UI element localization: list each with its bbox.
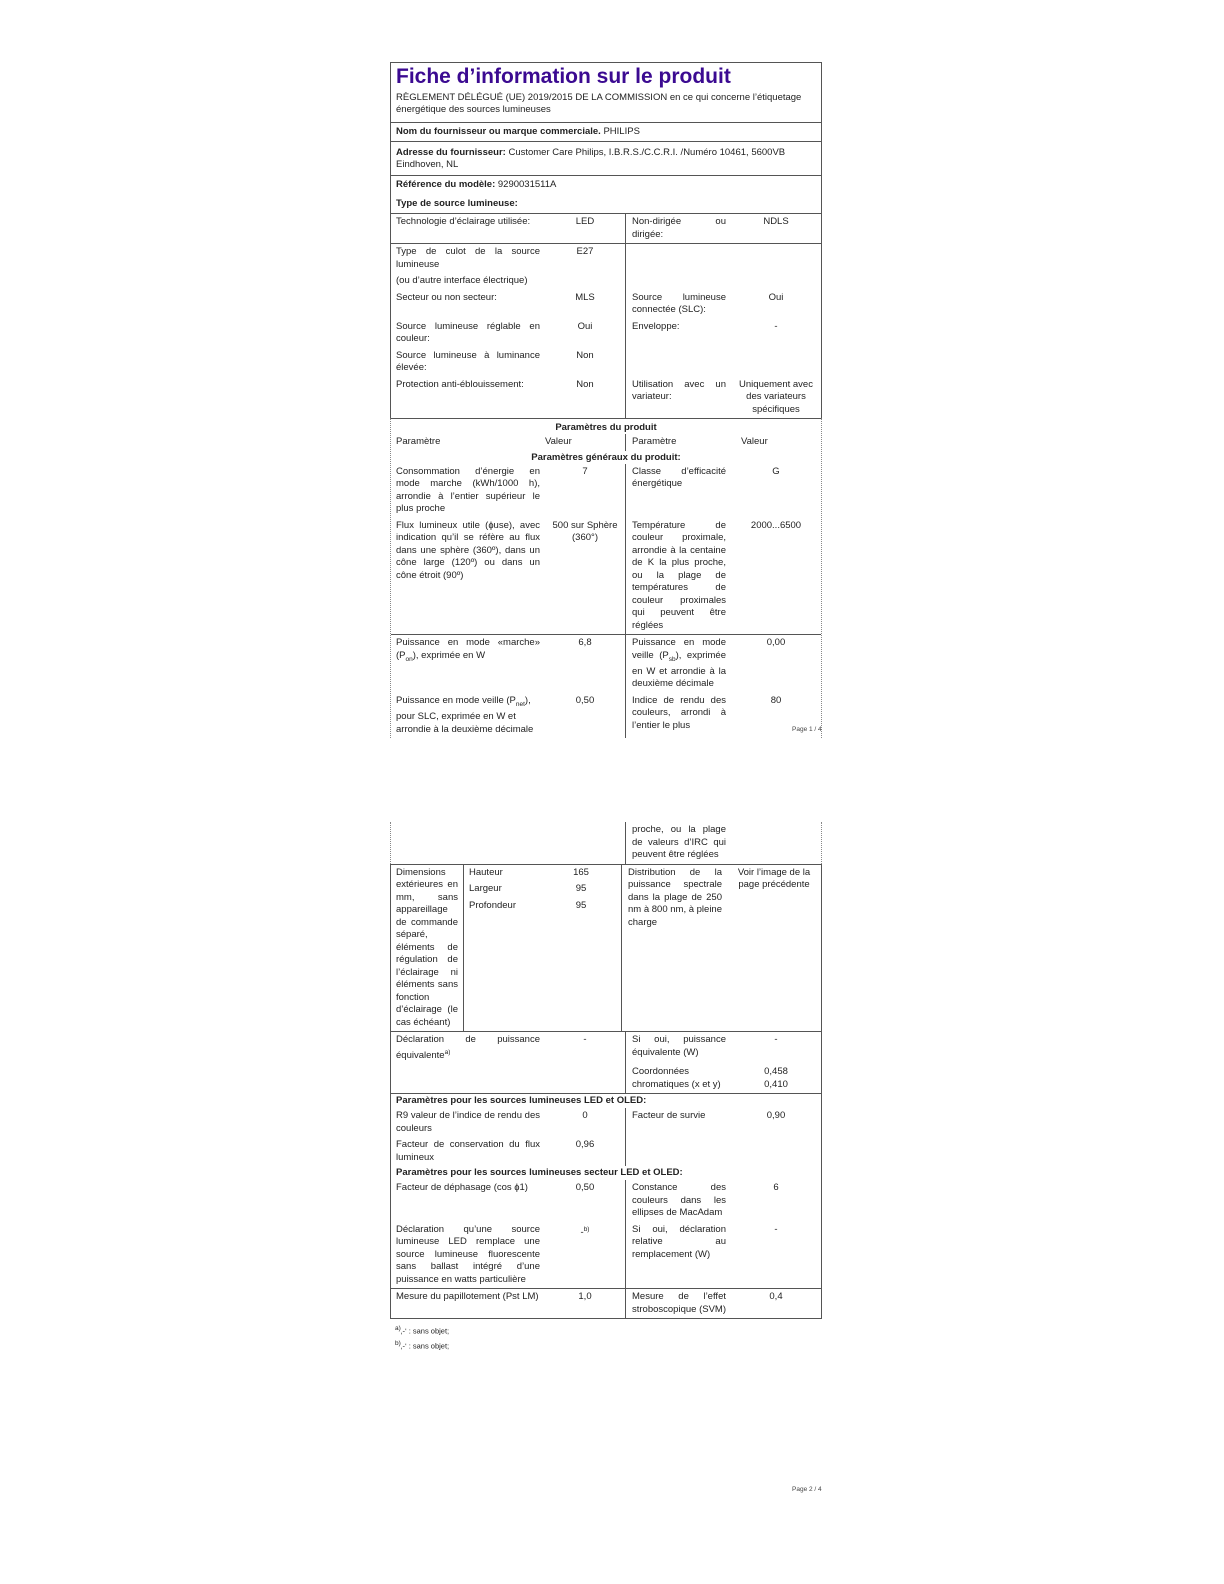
model-block (390, 175, 822, 213)
row-value: - (583, 1034, 587, 1045)
row-param: Secteur ou non secteur: (396, 291, 497, 303)
pnet-label-end: ), pour SLC, exprimée en W et arrondie à la deuxième décimale (396, 694, 534, 735)
continued-table (390, 822, 822, 864)
footnote-a (390, 1323, 822, 1338)
row-param-2 (625, 635, 731, 693)
dim-depth-label: Profondeur (469, 899, 517, 911)
chroma-values (731, 1064, 821, 1093)
row-param-2: proche, ou la plage de valeurs d’IRC qui peuvent être réglées (625, 822, 731, 864)
row-param: (ou d’autre interface électrique) (396, 275, 528, 286)
row-value-2: - (774, 1034, 778, 1045)
row-param-2 (625, 273, 731, 290)
table-row (391, 1064, 821, 1093)
column-headers (391, 434, 821, 451)
footnote-b (390, 1338, 822, 1353)
row-param-2 (625, 348, 731, 377)
fn-b-text: ‚-‘ : sans objet; (400, 1341, 450, 1351)
empty-cell (545, 1064, 625, 1093)
table-row (391, 1108, 821, 1137)
address-block (390, 141, 822, 175)
row-param-2: Constance des couleurs dans les ellipses de MacAdam (625, 1180, 731, 1222)
dim-values (541, 865, 621, 1032)
empty-cell (731, 1137, 821, 1166)
product-params-heading: Paramètres du produit (555, 422, 657, 433)
col-param-header: Paramètre (396, 436, 441, 447)
psb-label: Puissance en mode veille (P (632, 637, 726, 661)
dim-depth-value: 95 (575, 899, 587, 911)
row-param: R9 valeur de l’indice de rendu des couleurs (396, 1110, 540, 1134)
psb-sub: sb (668, 655, 676, 663)
row-param-2: Si oui, puissance équivalente (W) (625, 1032, 731, 1064)
row-value: 0,50 (575, 694, 595, 706)
row-value-2: - (774, 320, 778, 332)
row-value: E27 (576, 246, 594, 257)
table-row (391, 635, 821, 693)
row-param: Facteur de conservation du flux lumineux (396, 1139, 540, 1163)
row-value-2: G (772, 465, 780, 477)
row-value: Non (576, 349, 594, 361)
row-value: 0 (582, 1110, 588, 1122)
psb-label-end: ), exprimée en W et arrondie à la deuxième décimale (632, 649, 726, 690)
footnotes (390, 1319, 822, 1352)
row-param: Source lumineuse à luminance élevée: (396, 349, 540, 373)
table-row (391, 1222, 821, 1289)
supplier-block (390, 122, 822, 141)
table-row (391, 214, 821, 243)
empty-cell (545, 822, 625, 864)
row-value: Non (576, 378, 594, 390)
table-row (391, 518, 821, 636)
mains-params-heading: Paramètres pour les sources lumineuses secteur LED et OLED: (396, 1167, 683, 1179)
row-param-2 (625, 244, 731, 273)
table-row (391, 348, 821, 377)
led-params-heading: Paramètres pour les sources lumineuses LED et OLED: (391, 1093, 821, 1108)
type-table (390, 213, 822, 418)
row-param: Type de culot de la source lumineuse (396, 246, 540, 270)
repl-sup: b) (583, 1225, 590, 1233)
row-param-2: Utilisation avec un variateur: (625, 377, 731, 419)
page-number: Page 1 / 4 (792, 726, 822, 733)
row-param-2: Facteur de survie (625, 1108, 731, 1137)
dimensions-label: Dimensions extérieures en mm, sans appareillage de commande séparé, éléments de régulation de l’éclairage ni éléments sans fonction d’éclairage (le cas échéant) (391, 865, 464, 1032)
row-param: Flux lumineux utile (ɸuse), avec indication qu’il se réfère au flux dans une sphère (360º), dans un cône large (120º) ou dans un cône étroit (90º) (396, 519, 540, 581)
fn-a-sup: a) (395, 1325, 401, 1333)
row-param: Déclaration qu’une source lumineuse LED remplace une source lumineuse fluorescente sans ballast intégré d’une puissance en watts particulière (396, 1223, 540, 1285)
row-value: 7 (582, 465, 588, 477)
row-param-2: Non-dirigée ou dirigée: (625, 214, 731, 243)
row-param-2: Source lumineuse connectée (SLC): (625, 290, 731, 319)
row-param (391, 1032, 545, 1064)
page-number: Page 2 / 4 (792, 1486, 822, 1493)
regulation-subtitle: RÈGLEMENT DÉLÉGUÉ (UE) 2019/2015 DE LA COMMISSION en ce qui concerne l’étiquetage énergétique des sources lumineuses (396, 92, 802, 115)
row-value-2: 0,4 (769, 1291, 783, 1303)
chroma-label: Coordonnées chromatiques (x et y) (625, 1064, 731, 1093)
table-row (391, 464, 821, 518)
row-param (391, 693, 545, 738)
table-row (391, 1288, 821, 1319)
col-value-header-2: Valeur (741, 436, 768, 447)
row-value: 6,8 (578, 637, 592, 648)
row-param: Mesure du papillotement (Pst LM) (396, 1291, 539, 1303)
row-param-2: Classe d’efficacité énergétique (625, 464, 731, 518)
row-param (391, 635, 545, 693)
empty-cell (625, 1137, 731, 1166)
row-value-2 (731, 348, 821, 377)
row-value (545, 1222, 625, 1289)
row-param: Protection anti-éblouissement: (396, 378, 524, 390)
row-param: Facteur de déphasage (cos ɸ1) (396, 1182, 528, 1194)
row-param: Consommation d’énergie en mode marche (kWh/1000 h), arrondie à l’entier supérieur le plus proche (396, 465, 540, 514)
row-value-2: NDLS (763, 216, 789, 227)
row-value: 0,96 (575, 1139, 595, 1151)
fn-a-text: ‚-‘ : sans objet; (400, 1326, 450, 1336)
row-value-2 (731, 244, 821, 273)
row-value: Oui (577, 320, 593, 332)
table-row (391, 243, 821, 273)
row-value-2: 80 (770, 694, 782, 706)
row-param: Technologie d’éclairage utilisée: (396, 216, 531, 227)
light-source-type-heading: Type de source lumineuse: (396, 198, 518, 209)
supplier-value: PHILIPS (603, 126, 640, 137)
fn-b-sup: b) (395, 1339, 401, 1347)
page-title: Fiche d’information sur le produit (396, 65, 731, 88)
row-value-2: 0,00 (766, 637, 786, 648)
table-row (391, 273, 821, 290)
col-param-header-2: Paramètre (625, 434, 731, 451)
row-param-2: Enveloppe: (625, 319, 731, 348)
row-param: Source lumineuse réglable en couleur: (396, 320, 540, 344)
table-row (391, 290, 821, 319)
table-row (391, 693, 821, 738)
table-row (391, 1180, 821, 1222)
row-value: 0,50 (575, 1182, 595, 1194)
address-value: Customer Care Philips, I.B.R.S./C.C.R.I. /Numéro 10461, 5600VB Eindhoven, NL (396, 147, 786, 170)
row-value-2: 2000...6500 (750, 519, 802, 531)
empty-cell (731, 822, 821, 864)
row-value-2: Uniquement avec des variateurs spécifiques (739, 378, 813, 415)
equiv-sup: a) (444, 1048, 451, 1056)
row-value-2: 0,90 (766, 1110, 786, 1122)
dimensions-table (390, 864, 822, 1320)
pon-label: Puissance en mode «marche» (P (396, 637, 540, 661)
table-row (391, 377, 821, 419)
row-value-2 (731, 273, 821, 290)
pnet-label: Puissance en mode veille (P (396, 694, 516, 706)
row-value: MLS (575, 291, 595, 303)
row-param-2: Mesure de l’effet stroboscopique (SVM) (625, 1289, 731, 1318)
dim-width-value: 95 (575, 883, 587, 894)
row-param-2: Température de couleur proximale, arrondie à la centaine de K la plus proche, ou la plage de températures de couleur proximales qui peuvent être réglées (625, 518, 731, 635)
spd-value: Voir l’image de la page précédente (737, 866, 811, 890)
row-param-2: Si oui, déclaration relative au remplacement (W) (625, 1222, 731, 1289)
general-params-heading: Paramètres généraux du produit: (531, 451, 681, 463)
row-value-2: Oui (768, 291, 784, 303)
dim-width-label: Largeur (469, 883, 502, 894)
table-row (391, 319, 821, 348)
product-params-block (390, 418, 822, 738)
empty-cell (391, 1064, 545, 1093)
repl-value: - (580, 1226, 584, 1238)
row-value: 1,0 (578, 1291, 592, 1303)
pnet-sub: net (515, 700, 525, 708)
dim-names (464, 865, 541, 1032)
row-value (545, 273, 625, 290)
pon-sub: on (405, 655, 413, 663)
table-row (391, 1137, 821, 1166)
col-value-header: Valeur (545, 436, 572, 447)
row-value: LED (575, 216, 595, 227)
table-row (391, 1031, 821, 1064)
supplier-label: Nom du fournisseur ou marque commerciale. (396, 126, 601, 137)
table-row (391, 822, 821, 864)
page-2 (390, 822, 822, 1352)
model-label: Référence du modèle: (396, 179, 496, 190)
table-row (391, 865, 821, 1032)
row-value-2: - (774, 1223, 778, 1235)
equiv-label: Déclaration de puissance équivalente (396, 1034, 540, 1061)
chroma-x: 0,458 (764, 1066, 788, 1078)
model-value: 9290031511A (497, 179, 557, 190)
row-value-2: 6 (773, 1182, 779, 1194)
header-block (390, 62, 822, 122)
pon-label-end: ), exprimée en W (412, 649, 486, 661)
row-value: 500 sur Sphère (360°) (552, 519, 618, 543)
dim-height-value: 165 (573, 866, 589, 878)
spd-label: Distribution de la puissance spectrale dans la plage de 250 nm à 800 nm, à pleine charge (621, 865, 727, 1032)
chroma-y: 0,410 (764, 1078, 788, 1090)
page-1 (390, 62, 822, 738)
dim-height-label: Hauteur (469, 866, 503, 878)
row-param-2: Indice de rendu des couleurs, arrondi à l’entier le plus (625, 693, 731, 738)
address-label: Adresse du fournisseur: (396, 147, 506, 158)
empty-cell (391, 822, 545, 864)
